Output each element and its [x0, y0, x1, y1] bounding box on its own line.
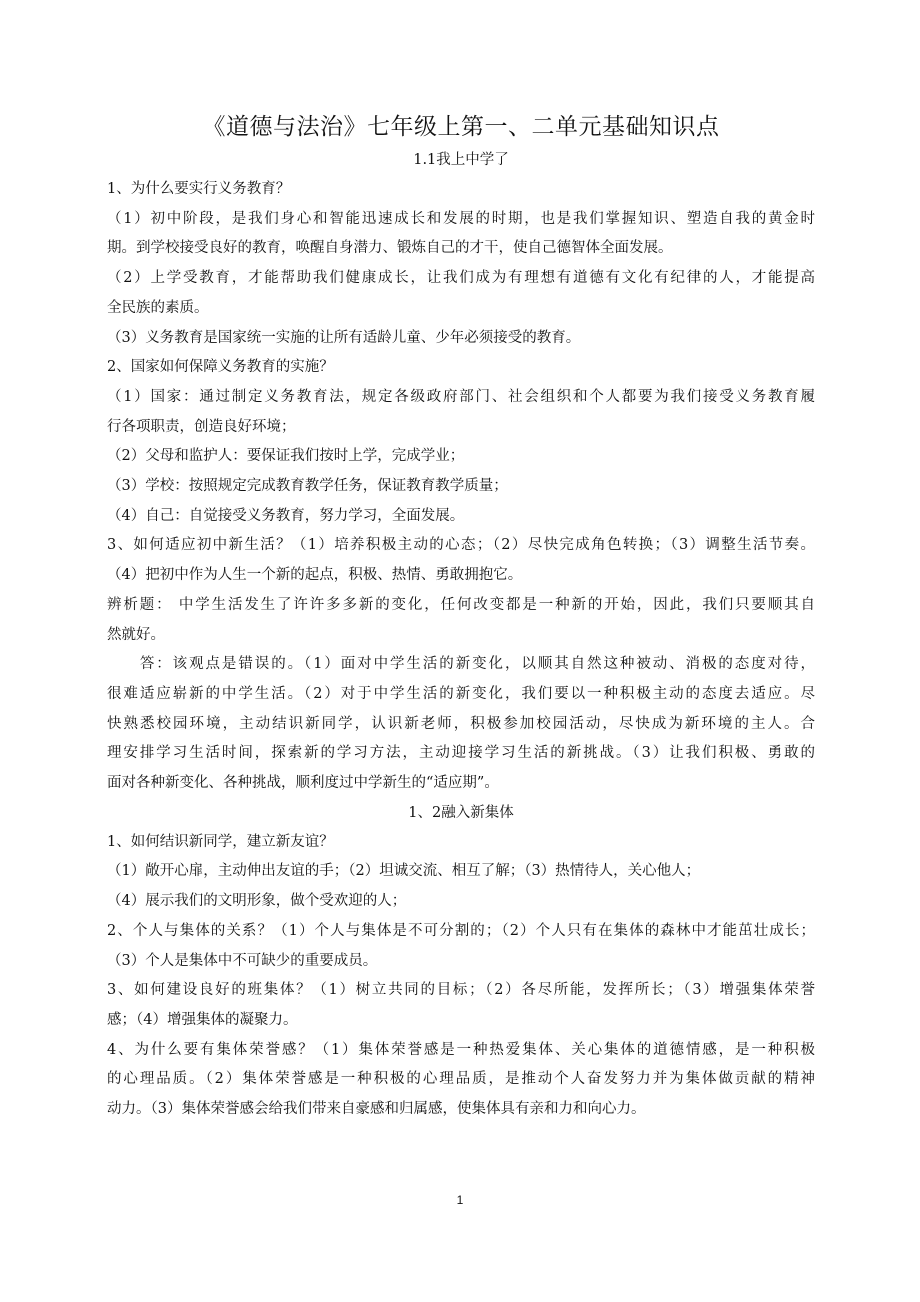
answer-line: 答：该观点是错误的。（1）面对中学生活的新变化，以顺其自然这种被动、消极的态度对待，	[107, 656, 815, 673]
text-line: （1）敞开心扉，主动伸出友谊的手；（2）坦诚交流、相互了解；（3）热情待人，关心他人；	[107, 863, 701, 880]
text-line: 行各项职责，创造良好环境；	[107, 418, 296, 435]
text-line: 动力。（3）集体荣誉感会给我们带来自豪感和归属感，使集体具有亲和力和向心力。	[107, 1101, 646, 1118]
question-heading: 2、国家如何保障义务教育的实施？	[107, 359, 334, 376]
document-title: 《道德与法治》七年级上第一、二单元基础知识点	[202, 114, 720, 140]
page-content	[107, 108, 815, 1125]
question-heading: 1、如何结识新同学，建立新友谊？	[107, 833, 334, 850]
section-heading-1-2: 1、2融入新集体	[408, 804, 514, 821]
question-heading: 3、如何建设良好的班集体？（1）树立共同的目标；（2）各尽所能，发挥所长；（3）增强集体荣誉	[107, 982, 815, 999]
text-line: （2）父母和监护人：要保证我们按时上学，完成学业；	[107, 448, 465, 465]
text-line: 全民族的素质。	[107, 299, 209, 316]
answer-line: 理安排学习生活时间，探索新的学习方法，主动迎接学习生活的新挑战。（3）让我们积极、勇敢的	[107, 745, 815, 762]
section-heading-1-1: 1.1我上中学了	[413, 152, 509, 168]
text-line: （1）国家：通过制定义务教育法，规定各级政府部门、社会组织和个人都要为我们接受义务教育履	[107, 388, 815, 405]
text-line: （4）把初中作为人生一个新的起点，积极、热情、勇敢拥抱它。	[107, 567, 523, 584]
answer-line: 快熟悉校园环境，主动结识新同学，认识新老师，积极参加校园活动，尽快成为新环境的主人。合	[107, 715, 815, 732]
question-heading: 3、如何适应初中新生活？（1）培养积极主动的心态；（2）尽快完成角色转换；（3）调整生活节奏。	[107, 537, 815, 554]
answer-line: 很难适应崭新的中学生活。（2）对于中学生活的新变化，我们要以一种积极主动的态度去适应。尽	[107, 685, 815, 702]
text-line: （1）初中阶段，是我们身心和智能迅速成长和发展的时期，也是我们掌握知识、塑造自我的黄金时	[107, 210, 815, 227]
question-heading: 2、个人与集体的关系？（1）个人与集体是不可分割的；（2）个人只有在集体的森林中才能茁壮成长；	[107, 922, 815, 939]
text-line: （4）自己：自觉接受义务教育，努力学习，全面发展。	[107, 507, 465, 524]
answer-line: 面对各种新变化、各种挑战，顺利度过中学新生的“适应期”。	[107, 775, 499, 792]
question-heading: 4、为什么要有集体荣誉感？（1）集体荣誉感是一种热爱集体、关心集体的道德情感，是一种积极	[107, 1041, 815, 1058]
page-number: 1	[456, 1193, 464, 1207]
text-line: 期。到学校接受良好的教育，唤醒自身潜力、锻炼自己的才干，使自己德智体全面发展。	[107, 240, 673, 257]
text-line: （4）展示我们的文明形象，做个受欢迎的人；	[107, 893, 407, 910]
text-line: （3）义务教育是国家统一实施的让所有适龄儿童、少年必须接受的教育。	[107, 329, 581, 346]
analysis-question: 辨析题： 中学生活发生了许许多多新的变化，任何改变都是一种新的开始，因此，我们只要顺其自	[107, 596, 815, 613]
text-line: 感；（4）增强集体的凝聚力。	[107, 1011, 298, 1028]
text-line: （3）学校：按照规定完成教育教学任务，保证教育教学质量；	[107, 478, 508, 495]
text-line: （2）上学受教育，才能帮助我们健康成长，让我们成为有理想有道德有文化有纪律的人，才能提高	[107, 270, 815, 287]
question-heading: 1、为什么要实行义务教育？	[107, 181, 291, 197]
text-line: 的心理品质。（2）集体荣誉感是一种积极的心理品质，是推动个人奋发努力并为集体做贡献的精神	[107, 1071, 815, 1088]
text-line: 然就好。	[107, 626, 165, 643]
text-line: （3）个人是集体中不可缺少的重要成员。	[107, 952, 378, 969]
